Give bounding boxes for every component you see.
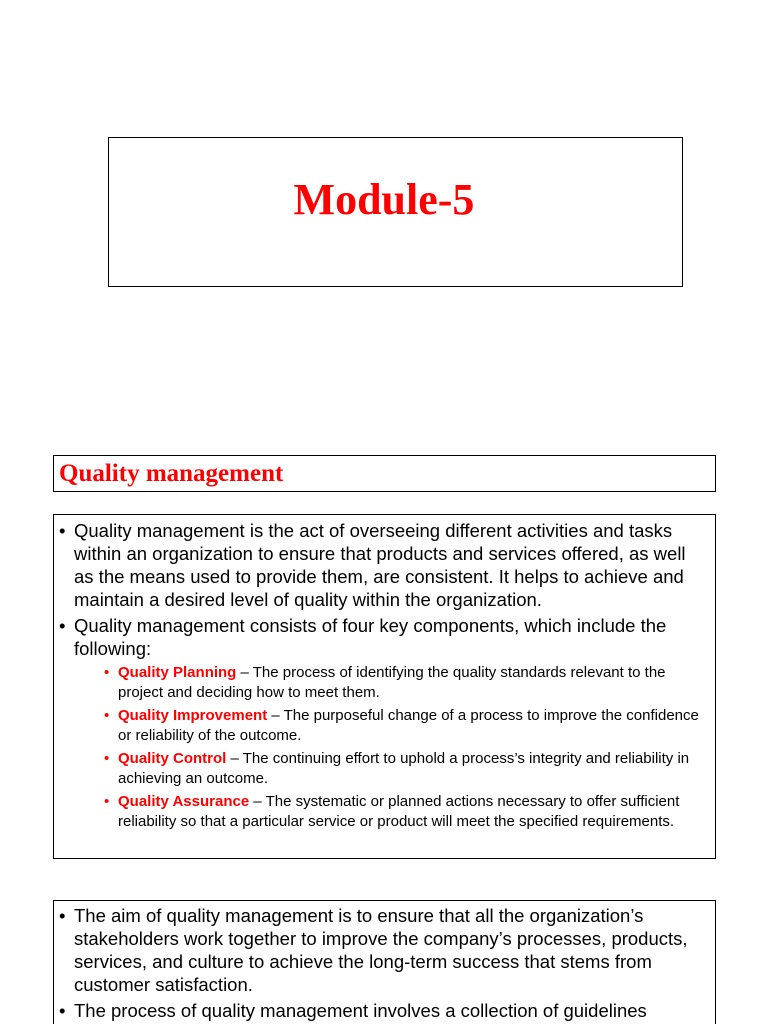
bullet-text: Quality management consists of four key components, which include the following: [74, 615, 667, 659]
component-term: Quality Control [118, 750, 227, 767]
component-description: – The systematic or planned actions necessary to offer sufficient reliability so that a particular service or product will meet the specified requirements. [118, 793, 680, 830]
main-bullet-list [59, 519, 707, 832]
component-term: Quality Improvement [118, 707, 268, 724]
component-description: – The continuing effort to uphold a process’s integrity and reliability in achieving an outcome. [118, 750, 690, 787]
quality-management-aim-content [53, 900, 716, 1024]
components-list [74, 663, 707, 832]
bullet-text: The process of quality management involves a collection of guidelines [74, 1000, 647, 1021]
section-heading: Quality management [59, 460, 284, 487]
bullet-components-intro [59, 614, 707, 832]
module-title: Module-5 [293, 175, 475, 224]
bullet-text: Quality management is the act of overseeing different activities and tasks within an organization to ensure that products and services offered, as well as the means used to provide them, are consistent. It helps to achieve and maintain a desired level of quality within the organization. [74, 520, 686, 610]
component-item-assurance [104, 792, 707, 832]
bullet-aim [59, 904, 707, 996]
component-description: – The purposeful change of a process to improve the confidence or reliability of the outcome. [118, 707, 699, 744]
aim-bullet-list [59, 904, 707, 1022]
component-item-improvement [104, 706, 707, 746]
bullet-process [59, 999, 707, 1022]
component-description: – The process of identifying the quality standards relevant to the project and deciding how to meet them. [118, 664, 666, 701]
component-term: Quality Assurance [118, 793, 250, 810]
section-heading-frame [53, 455, 716, 492]
component-item-control [104, 749, 707, 789]
quality-management-content [53, 514, 716, 859]
bullet-text: The aim of quality management is to ensure that all the organization’s stakeholders work together to improve the company’s processes, products, services, and culture to achieve the long-term success that stems from customer satisfaction. [74, 905, 688, 995]
bullet-definition [59, 519, 707, 611]
component-term: Quality Planning [118, 664, 237, 681]
component-item-planning [104, 663, 707, 703]
